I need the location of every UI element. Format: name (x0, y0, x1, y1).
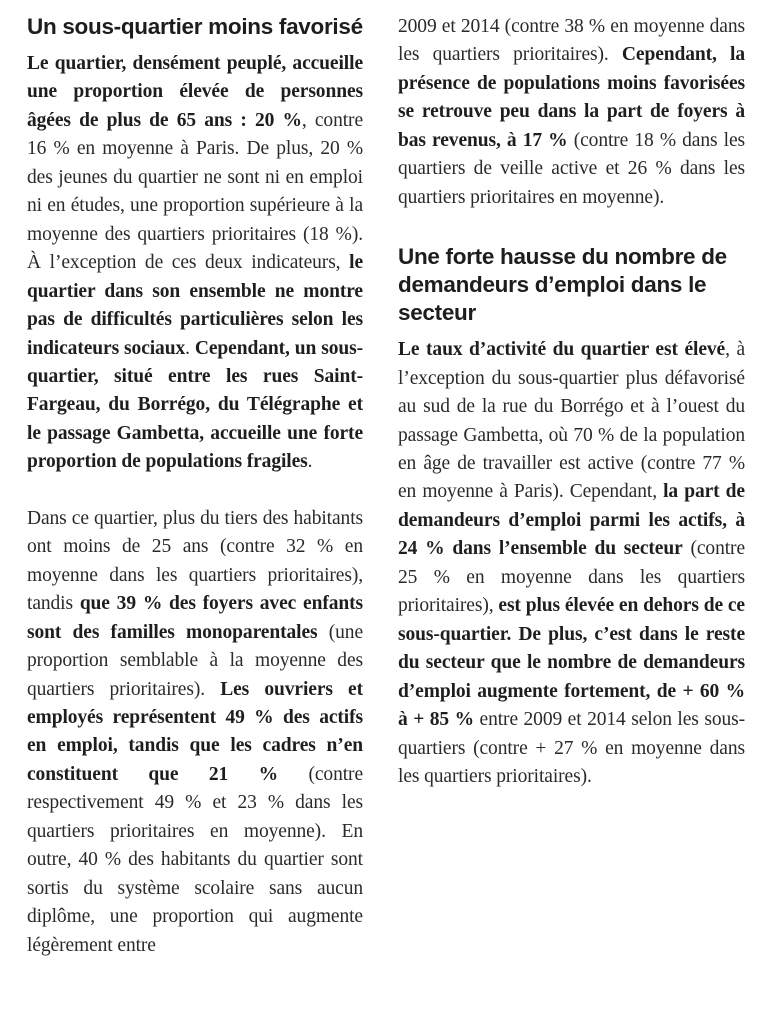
paragraph-social-indicators: Dans ce quartier, plus du tiers des habitants ont moins de 25 ans (contre 32 % en moyenne dans les quartiers prioritaires), tandis que 39 % des foyers avec enfants sont des familles monoparentales (une proportion semblable à la moyenne des quartiers prioritaires). Les ouvriers et employés représentent 49 % des actifs en emploi, tandis que les cadres n’en constituent que 21 % (contre respectivement 49 % et 23 % dans les quartiers prioritaires en moyenne). En outre, 40 % des habitants du quartier sont sortis du système scolaire sans aucun diplôme, une proportion qui augmente légèrement entre (27, 507, 363, 956)
section-heading-disadvantaged-subdistrict: Un sous-quartier moins favorisé (27, 14, 363, 39)
left-column (27, 13, 363, 988)
right-column (398, 13, 745, 819)
paragraph-income-continuation: 2009 et 2014 (contre 38 % en moyenne dans les quartiers prioritaires). Cependant, la présence de populations moins favorisées se retrouve peu dans la part de foyers à bas revenus, à 17 % (contre 18 % dans les quartiers de veille active et 26 % dans les quartiers prioritaires en moyenne). (398, 16, 745, 208)
paragraph-demographics: Le quartier, densément peuplé, accueille une proportion élevée de personnes âgées de plus de 65 ans : 20 %, contre 16 % en moyenne à Paris. De plus, 20 % des jeunes du quartier ne sont ni en emploi ni en études, une proportion supérieure à la moyenne des quartiers prioritaires (18 %). À l’exception de ces deux indicateurs, le quartier dans son ensemble ne montre pas de difficultés particulières selon les indicateurs sociaux. Cependant, un sous-quartier, situé entre les rues Saint-Fargeau, du Borrégo, du Télégraphe et le passage Gambetta, accueille une forte proportion de populations fragiles. (27, 53, 363, 473)
section-heading-jobseekers-rise: Une forte hausse du nombre de demandeurs d’emploi dans le secteur (398, 244, 727, 326)
paragraph-employment: Le taux d’activité du quartier est élevé, à l’exception du sous-quartier plus défavorisé au sud de la rue du Borrégo et à l’ouest du passage Gambetta, où 70 % de la population en âge de travailler est active (contre 77 % en moyenne à Paris). Cependant, la part de demandeurs d’emploi parmi les actifs, à 24 % dans l’ensemble du secteur (contre 25 % en moyenne dans les quartiers prioritaires), est plus élevée en dehors de ce sous-quartier. De plus, c’est dans le reste du secteur que le nombre de demandeurs d’emploi augmente fortement, de + 60 % à + 85 % entre 2009 et 2014 selon les sous-quartiers (contre + 27 % en moyenne dans les quartiers prioritaires). (398, 339, 746, 787)
